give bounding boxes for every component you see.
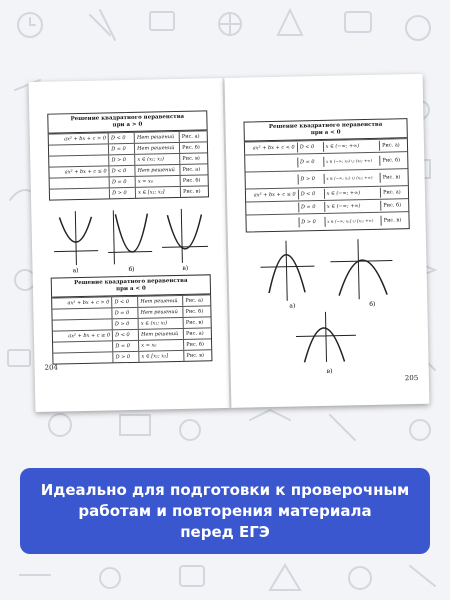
figure-cell: Рис. а)	[179, 164, 207, 175]
table-title: Решение квадратного неравенства	[268, 121, 383, 131]
inequality-cell: ax² + bx + c ≤ 0	[64, 168, 107, 176]
figure-cell: Рис. а)	[380, 187, 408, 198]
inequality-cell	[50, 188, 109, 199]
triangle-ruler-icon	[278, 10, 302, 35]
condition-cell: D < 0	[109, 166, 135, 177]
table-subtitle: при a < 0	[310, 129, 341, 137]
table-title: Решение квадратного неравенства	[73, 277, 188, 287]
compass-icon	[410, 420, 430, 440]
inequality-cell	[246, 217, 298, 228]
figure-cell: Рис. в)	[179, 153, 207, 164]
table-a-negative	[51, 274, 213, 364]
condition-cell: D < 0	[108, 133, 134, 144]
parabola-c	[304, 328, 345, 363]
condition-cell: D < 0	[111, 297, 137, 308]
inequality-cell: ax² + bx + c < 0	[252, 144, 295, 152]
condition-cell: D > 0	[297, 174, 323, 185]
inequality-cell	[245, 157, 297, 168]
inequality-cell	[53, 319, 112, 330]
graph-label-a: а)	[72, 267, 79, 275]
figure-cell: Рис. а)	[183, 328, 211, 339]
inequality-cell: ax² + bx + c > 0	[64, 135, 107, 143]
condition-cell: D = 0	[112, 341, 138, 352]
table-right-a-negative	[243, 118, 409, 232]
inequality-cell	[52, 308, 111, 319]
inequality-cell	[246, 202, 298, 213]
inequality-cell: ax² + bx + c ≥ 0	[68, 332, 111, 340]
solution-cell: x ∈ [x₁; x₂]	[135, 187, 180, 198]
inequality-cell	[53, 341, 112, 352]
figure-cell: Рис. б)	[180, 175, 208, 186]
figure-cell: Рис. в)	[380, 172, 408, 183]
parabola-graphs-down	[258, 234, 401, 367]
solution-cell: x ∈ (x₁; x₂)	[138, 318, 183, 329]
graph-label-c: в)	[326, 367, 333, 375]
pen-icon-2	[410, 566, 435, 586]
table-title: Решение квадратного неравенства	[70, 113, 185, 123]
inequality-cell: ax² + bx + c > 0	[67, 299, 110, 307]
banner-line-1: Идеально для подготовки к проверочным	[40, 480, 410, 499]
condition-cell: D = 0	[298, 202, 324, 213]
solution-cell: Нет решений	[138, 329, 183, 340]
condition-cell: D > 0	[112, 352, 138, 363]
solution-cell: x ∈ (−∞; x₁) ∪ (x₂; +∞)	[323, 173, 380, 184]
table-subtitle: при a < 0	[116, 285, 146, 293]
solution-cell: Нет решений	[135, 165, 180, 176]
graph-label-b: б)	[128, 265, 135, 274]
graph-label-b: б)	[369, 300, 376, 308]
figure-cell: Рис. б)	[379, 155, 407, 166]
figure-cell: Рис. б)	[183, 339, 211, 350]
inequality-cell	[246, 174, 298, 185]
solution-cell: x ∈ [x₁; x₂]	[138, 351, 183, 362]
figure-cell: Рис. а)	[379, 140, 407, 151]
figure-cell: Рис. б)	[182, 306, 210, 317]
parabola-b	[115, 214, 148, 253]
globe-icon-3	[349, 567, 371, 589]
graph-label-c: в)	[182, 264, 189, 272]
figure-cell: Рис. а)	[179, 131, 207, 142]
promo-banner	[20, 468, 430, 554]
axes-c	[295, 311, 356, 362]
inequality-cell	[53, 352, 112, 363]
book-icon	[150, 12, 174, 30]
triangle-icon	[270, 565, 300, 590]
banner-line-2: работам и повторения материала	[78, 501, 372, 520]
solution-cell: x ∈ (−∞; x₁] ∪ [x₂; +∞)	[324, 216, 381, 227]
solution-cell: Нет решений	[137, 307, 182, 318]
figure-cell: Рис. в)	[183, 317, 211, 328]
axes-a	[260, 240, 315, 301]
parabola-b	[338, 260, 387, 296]
banner-line-3: перед ЕГЭ	[180, 522, 270, 541]
condition-cell: D < 0	[298, 189, 324, 200]
condition-cell: D < 0	[297, 142, 323, 153]
inequality-cell	[50, 177, 109, 188]
figure-cell: Рис. б)	[380, 200, 408, 211]
inequality-cell: ax² + bx + c ≤ 0	[253, 191, 296, 199]
condition-cell: D < 0	[112, 330, 138, 341]
graph-label-a: а)	[289, 302, 296, 310]
figure-cell: Рис. в)	[381, 215, 409, 226]
bag-icon	[120, 415, 150, 435]
solution-cell: Нет решений	[137, 296, 182, 307]
condition-cell: D > 0	[112, 319, 138, 330]
solution-cell: x ∈ (x₁; x₂)	[134, 154, 179, 165]
calculator-icon-2	[180, 566, 204, 586]
condition-cell: D > 0	[108, 155, 134, 166]
open-book	[19, 74, 432, 412]
condition-cell: D = 0	[112, 308, 138, 319]
left-page	[29, 78, 232, 412]
clock-icon-2	[406, 16, 430, 40]
solution-cell: x ∈ (−∞; +∞)	[324, 188, 381, 199]
clock-icon-4	[100, 568, 120, 588]
solution-cell: Нет решений	[134, 143, 179, 154]
condition-cell: D = 0	[108, 144, 134, 155]
condition-cell: D > 0	[298, 217, 324, 228]
condition-cell: D = 0	[109, 177, 135, 188]
pencil-icon-2	[330, 415, 355, 440]
graduation-cap-icon	[250, 410, 290, 420]
condition-cell: D > 0	[109, 188, 135, 199]
axes-b	[107, 210, 152, 265]
clock-icon-3	[180, 420, 200, 440]
solution-cell: Нет решений	[134, 132, 179, 143]
inequality-cell	[49, 144, 108, 155]
figure-cell: Рис. в)	[183, 350, 211, 361]
parabola-graphs-up	[51, 206, 212, 267]
parabola-c	[167, 214, 202, 249]
pencil-icon	[90, 10, 115, 40]
table-subtitle: при a > 0	[112, 121, 143, 129]
page-number-right: 205	[404, 373, 419, 383]
table-row	[246, 211, 408, 231]
solution-cell: x = x₀	[138, 340, 183, 351]
right-page	[225, 74, 430, 408]
calculator-icon	[345, 12, 371, 32]
solution-cell: x = x₀	[135, 176, 180, 187]
condition-cell: D = 0	[297, 157, 323, 168]
globe-icon-2	[49, 414, 71, 436]
inequality-cell	[49, 155, 108, 166]
table-a-positive	[47, 110, 209, 200]
figure-cell: Рис. а)	[182, 295, 210, 306]
page-number-left: 204	[44, 363, 59, 372]
axes-b	[330, 239, 393, 300]
figure-cell: Рис. в)	[180, 186, 208, 197]
solution-cell: x ∈ (−∞; x₀) ∪ (x₀; +∞)	[323, 156, 380, 167]
solution-cell: x ∈ (−∞; +∞)	[323, 141, 380, 152]
solution-cell: x ∈ (−∞; +∞)	[324, 201, 381, 212]
figure-cell: Рис. б)	[179, 142, 207, 153]
